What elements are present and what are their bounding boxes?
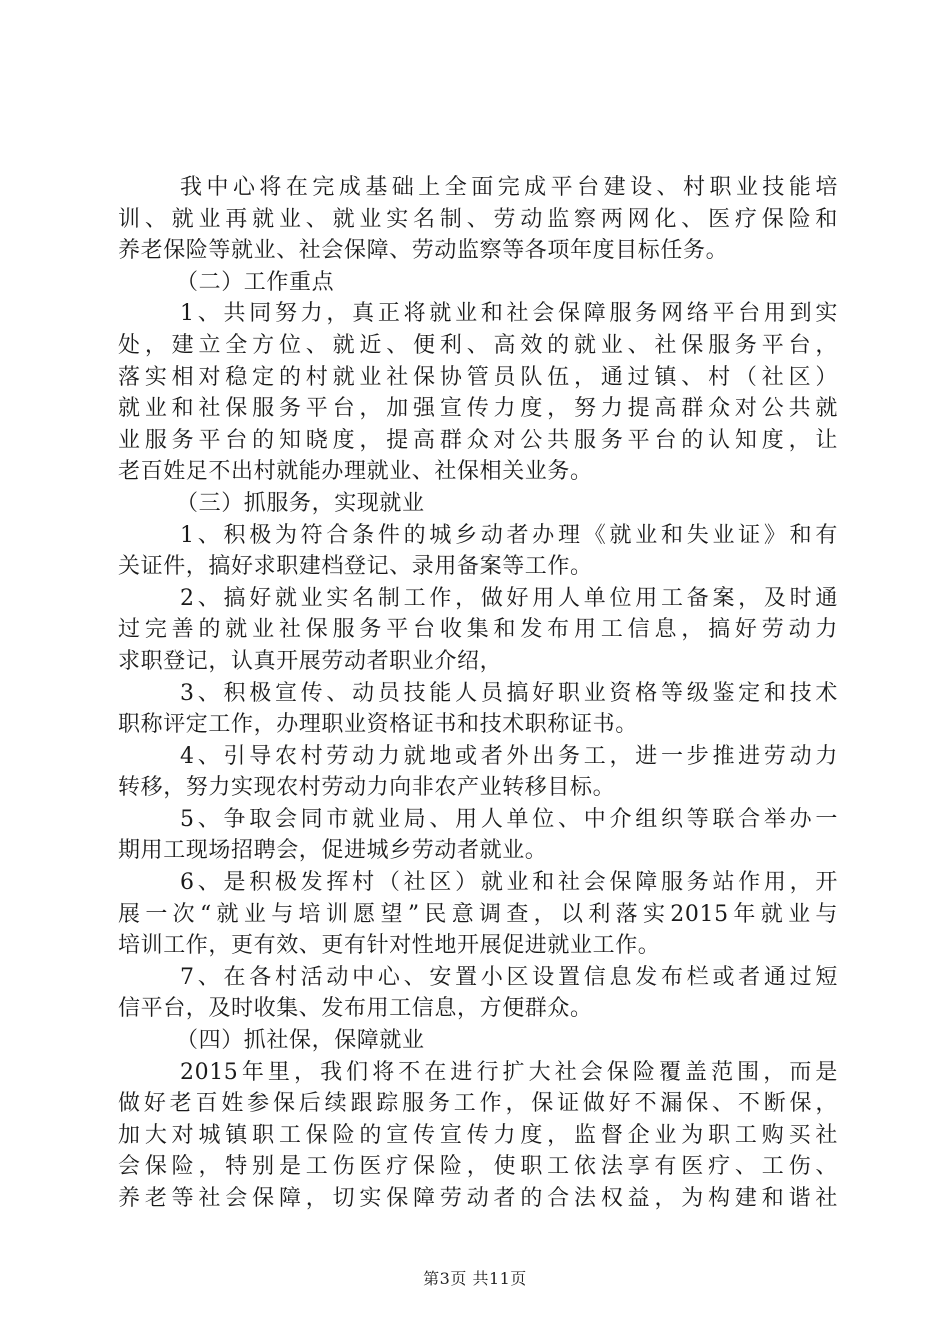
paragraph-line: 职称评定工作，办理职业资格证书和技术职称证书。: [118, 712, 638, 738]
paragraph-line: 处，建立全方位、就近、便利、高效的就业、社保服务平台，: [118, 332, 838, 358]
document-body: [118, 172, 838, 1215]
paragraph-line: 就业和社保服务平台，加强宣传力度，努力提高群众对公共就: [118, 396, 838, 422]
paragraph-line: 3、积极宣传、动员技能人员搞好职业资格等级鉴定和技术: [180, 680, 838, 706]
paragraph-line: 7、在各村活动中心、安置小区设置信息发布栏或者通过短: [180, 964, 838, 990]
section-heading: （三）抓服务，实现就业: [176, 490, 425, 516]
paragraph-line: 2015年里，我们将不在进行扩大社会保险覆盖范围，而是: [180, 1059, 838, 1085]
paragraph-line: 信平台，及时收集、发布用工信息，方便群众。: [118, 996, 593, 1022]
section-heading: （四）抓社保，保障就业: [176, 1028, 425, 1054]
paragraph-line: 1、积极为符合条件的城乡动者办理《就业和失业证》和有: [180, 522, 838, 548]
paragraph-line: 业服务平台的知晓度，提高群众对公共服务平台的认知度，让: [118, 427, 838, 453]
paragraph-line: 老百姓足不出村就能办理就业、社保相关业务。: [118, 459, 593, 485]
paragraph-line: 做好老百姓参保后续跟踪服务工作，保证做好不漏保、不断保，: [118, 1091, 838, 1117]
paragraph-line: 会保险，特别是工伤医疗保险，使职工依法享有医疗、工伤、: [118, 1154, 838, 1180]
paragraph-line: 养老等社会保障，切实保障劳动者的合法权益，为构建和谐社: [118, 1186, 838, 1211]
paragraph-line: 求职登记，认真开展劳动者职业介绍，: [118, 648, 503, 674]
section-heading: （二）工作重点: [176, 269, 335, 295]
paragraph-line: 1、共同努力，真正将就业和社会保障服务网络平台用到实: [180, 301, 838, 327]
paragraph-line: 训、就业再就业、就业实名制、劳动监察两网化、医疗保险和: [118, 206, 838, 232]
paragraph-line: 培训工作，更有效、更有针对性地开展促进就业工作。: [118, 933, 661, 959]
paragraph-line: 2、搞好就业实名制工作，做好用人单位用工备案，及时通: [180, 585, 838, 611]
paragraph-line: 加大对城镇职工保险的宣传宣传力度，监督企业为职工购买社: [118, 1122, 838, 1148]
paragraph-line: 期用工现场招聘会，促进城乡劳动者就业。: [118, 838, 548, 864]
paragraph-line: 6、是积极发挥村（社区）就业和社会保障服务站作用，开: [180, 870, 838, 896]
paragraph-line: 展一次“就业与培训愿望”民意调查，以利落实2015年就业与: [118, 901, 838, 927]
page-number-footer: 第3页 共11页: [423, 1269, 527, 1288]
paragraph-line: 落实相对稳定的村就业社保协管员队伍，通过镇、村（社区）: [118, 364, 838, 390]
paragraph-line: 关证件，搞好求职建档登记、录用备案等工作。: [118, 554, 593, 580]
paragraph-line: 4、引导农村劳动力就地或者外出务工，进一步推进劳动力: [180, 743, 838, 769]
paragraph-line: 5、争取会同市就业局、用人单位、中介组织等联合举办一: [180, 806, 838, 832]
paragraph-line: 转移，努力实现农村劳动力向非农产业转移目标。: [118, 775, 616, 801]
paragraph-line: 养老保险等就业、社会保障、劳动监察等各项年度目标任务。: [118, 238, 729, 264]
paragraph-line: 我中心将在完成基础上全面完成平台建设、村职业技能培: [180, 175, 838, 200]
paragraph-line: 过完善的就业社保服务平台收集和发布用工信息，搞好劳动力: [118, 617, 838, 643]
